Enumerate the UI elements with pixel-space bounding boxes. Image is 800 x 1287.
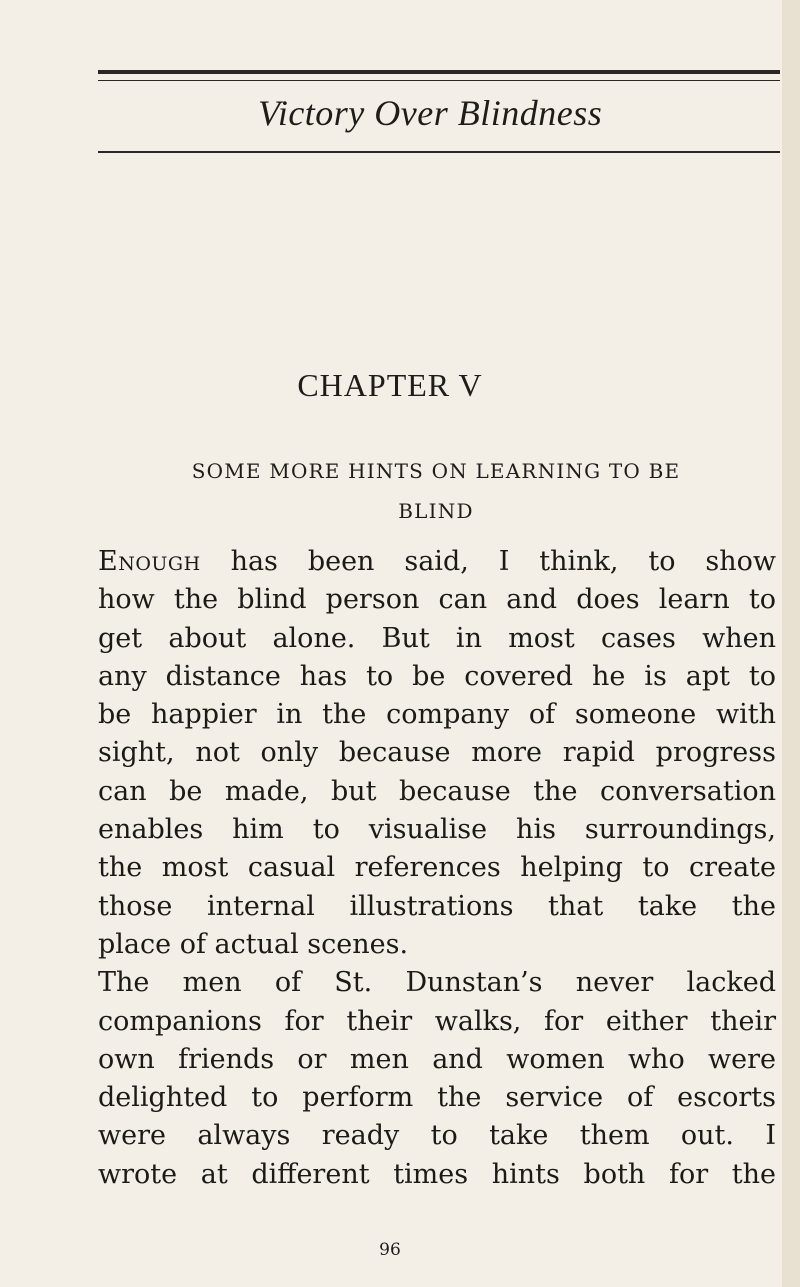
chapter-title-line: BLIND: [398, 499, 474, 523]
page-number: 96: [379, 1240, 401, 1260]
text-line: companions for their walks, for either their: [98, 1005, 776, 1037]
chapter-title: [100, 451, 772, 531]
text-line: own friends or men and women who were: [98, 1043, 776, 1075]
header-rule-thin: [98, 80, 780, 81]
running-head: Victory Over Blindness: [258, 93, 603, 133]
text-line: wrote at different times hints both for the: [98, 1158, 776, 1190]
text-line: be happier in the company of someone with: [98, 699, 776, 731]
text-line: sight, not only because more rapid progress: [98, 737, 776, 769]
text-line: The men of St. Dunstan’s never lacked: [98, 967, 776, 999]
body-text: [98, 543, 776, 1194]
page-edge-shadow: [782, 0, 800, 1287]
text-line: how the blind person can and does learn to: [98, 584, 776, 616]
text-line: place of actual scenes.: [98, 928, 409, 960]
text-line: delighted to perform the service of escorts: [98, 1082, 776, 1114]
lead-word: Enough: [98, 546, 201, 577]
text-line: can be made, but because the conversation: [98, 775, 776, 807]
text-line: those internal illustrations that take the: [98, 890, 776, 922]
text-line: [98, 543, 776, 581]
text-line-rest: has been said, I think, to show: [200, 546, 776, 577]
text-line: the most casual references helping to create: [98, 852, 776, 884]
chapter-number: CHAPTER V: [297, 367, 483, 403]
text-line: any distance has to be covered he is apt to: [98, 660, 776, 692]
text-line: enables him to visualise his surroundings,: [98, 814, 776, 846]
header-rule-thick: [98, 70, 780, 74]
text-line: get about alone. But in most cases when: [98, 622, 776, 654]
text-line: were always ready to take them out. I: [98, 1120, 776, 1152]
header-rule-under: [98, 151, 780, 153]
chapter-title-line: SOME MORE HINTS ON LEARNING TO BE: [191, 459, 681, 483]
